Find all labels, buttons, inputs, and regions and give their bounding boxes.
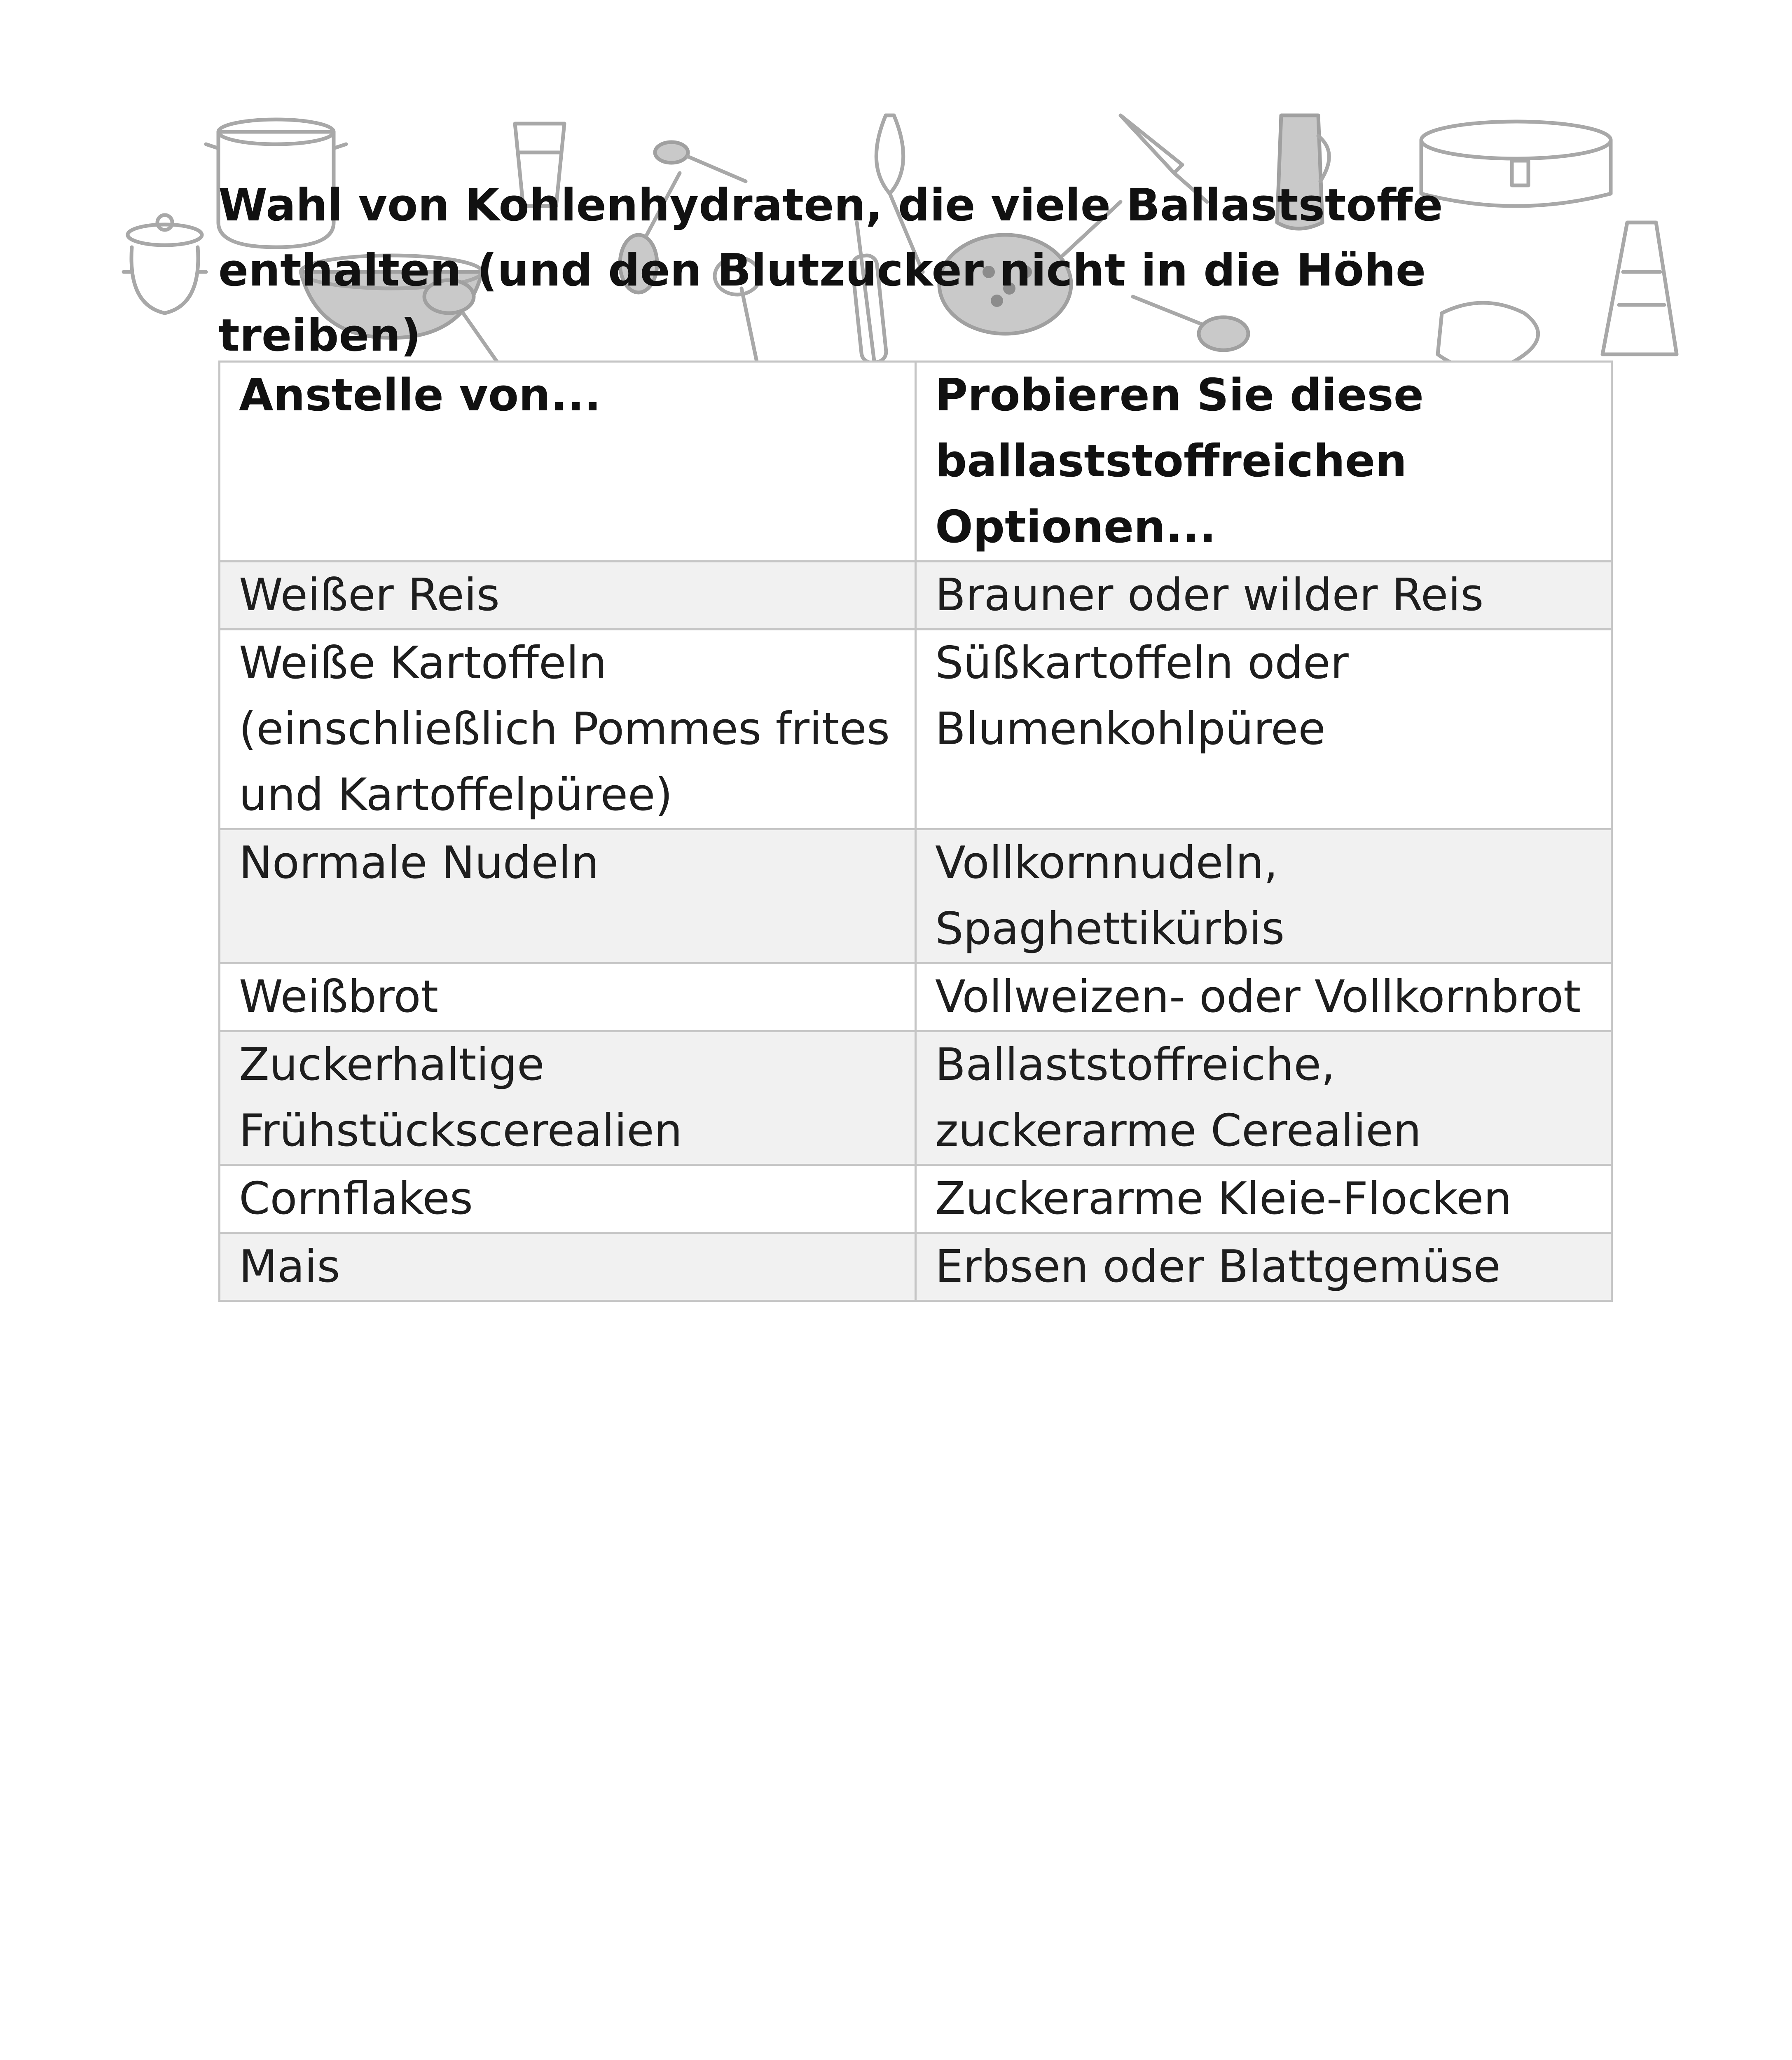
table-cell-option: Vollweizen- oder Vollkornbrot xyxy=(916,963,1612,1031)
table-row xyxy=(220,630,1612,829)
table-cell-instead: Mais xyxy=(220,1233,916,1301)
page-title: Wahl von Kohlenhydraten, die viele Ballaststoffe enthalten (und den Blutzucker nicht in die Höhe treiben) xyxy=(218,180,1443,361)
table-cell-option: Zuckerarme Kleie-Flocken xyxy=(916,1165,1612,1233)
header-try-options: Probieren Sie diese ballaststoffreichen Optionen... xyxy=(916,362,1612,562)
table-cell-option: Brauner oder wilder Reis xyxy=(916,562,1612,630)
table-row xyxy=(220,562,1612,630)
table-cell-option: Ballaststoffreiche, zuckerarme Cerealien xyxy=(916,1031,1612,1165)
table-cell-instead: Weißer Reis xyxy=(220,562,916,630)
table-row xyxy=(220,1233,1612,1301)
table-row xyxy=(220,829,1612,963)
table-cell-instead: Normale Nudeln xyxy=(220,829,916,963)
table-cell-instead: Zuckerhaltige Frühstückscerealien xyxy=(220,1031,916,1165)
table-cell-instead: Weißbrot xyxy=(220,963,916,1031)
table-cell-option: Vollkornnudeln, Spaghettikürbis xyxy=(916,829,1612,963)
table-header-row xyxy=(220,362,1612,562)
table-cell-option: Erbsen oder Blattgemüse xyxy=(916,1233,1612,1301)
table-cell-instead: Cornflakes xyxy=(220,1165,916,1233)
header-instead-of: Anstelle von... xyxy=(220,362,916,562)
table-cell-option: Süßkartoffeln oder Blumenkohlpüree xyxy=(916,630,1612,829)
table-row xyxy=(220,1165,1612,1233)
lidded-pot-icon xyxy=(124,215,206,313)
table-row xyxy=(220,963,1612,1031)
table-row xyxy=(220,1031,1612,1165)
table-cell-instead: Weiße Kartoffeln (einschließlich Pommes frites und Kartoffelpüree) xyxy=(220,630,916,829)
carbohydrate-swap-table xyxy=(218,360,1613,1302)
